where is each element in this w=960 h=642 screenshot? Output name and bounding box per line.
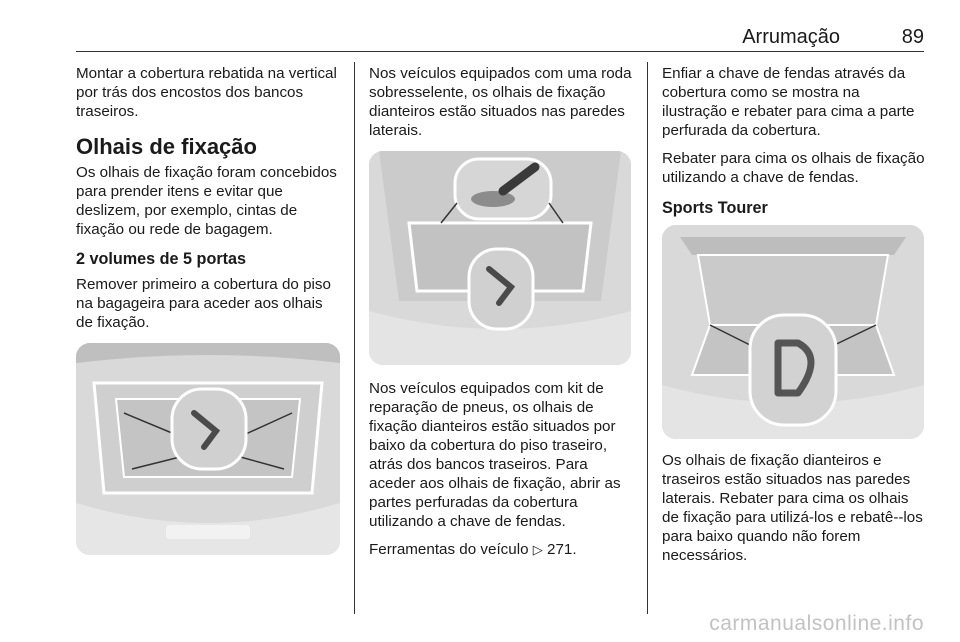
column-divider-1: [354, 62, 355, 614]
fixation-eyes-paragraph: Os olhais de fixação foram concebidos para prender itens e evitar que deslizem, por exemplo, cintas de fixação ou rede de bagagem.: [76, 164, 337, 238]
vehicle-tools-label: Ferramentas do veículo: [369, 541, 529, 558]
illustration-hatchback-trunk: [76, 343, 340, 555]
fold-eyes-paragraph: Rebater para cima os olhais de fixação utilizando a chave de fendas.: [662, 150, 925, 186]
intro-paragraph: Montar a cobertura rebatida na vertical por trás dos encostos dos bancos traseiros.: [76, 65, 337, 120]
section-title: Arrumação: [742, 26, 840, 48]
column-3: [662, 64, 926, 574]
sports-tourer-paragraph: Os olhais de fixação dianteiros e traseiros estão situados nas paredes laterais. Rebater para cima os olhais de fixação para utilizá-los e rebatê--los para baixo quando não forem necessários.: [662, 452, 923, 564]
illustration-sports-tourer-trunk: [662, 225, 924, 439]
triangle-ref-icon: ▷: [532, 542, 543, 557]
column-2: [369, 64, 635, 568]
spare-wheel-paragraph: Nos veículos equipados com uma roda sobresselente, os olhais de fixação dianteiros estão situados nas paredes laterais.: [369, 65, 632, 139]
header-rule: [76, 51, 924, 52]
subheading-sports-tourer: Sports Tourer: [662, 199, 768, 217]
hatchback-paragraph: Remover primeiro a cobertura do piso na bagageira para aceder aos olhais de fixação.: [76, 276, 331, 331]
page-header: [76, 26, 924, 52]
page-number: 89: [901, 26, 924, 48]
subheading-hatchback: 2 volumes de 5 portas: [76, 250, 247, 268]
repair-kit-paragraph: Nos veículos equipados com kit de reparação de pneus, os olhais de fixação dianteiros estão situados por baixo da cobertura do piso traseiro, atrás dos bancos traseiros. Para aceder aos olhais de fixação, abrir as partes perfuradas da cobertura utilizando a chave de fendas.: [369, 380, 621, 530]
illustration-spare-wheel-trunk: [369, 151, 631, 365]
vehicle-tools-page: 271.: [547, 541, 577, 558]
column-divider-2: [647, 62, 648, 614]
watermark: carmanualsonline.info: [709, 612, 924, 635]
heading-fixation-eyes: Olhais de fixação: [76, 134, 257, 159]
vehicle-tools-reference: [369, 540, 635, 559]
column-1: [76, 64, 342, 555]
screwdriver-paragraph: Enfiar a chave de fendas através da cobertura como se mostra na ilustração e rebater para cima a parte perfurada da cobertura.: [662, 65, 915, 139]
